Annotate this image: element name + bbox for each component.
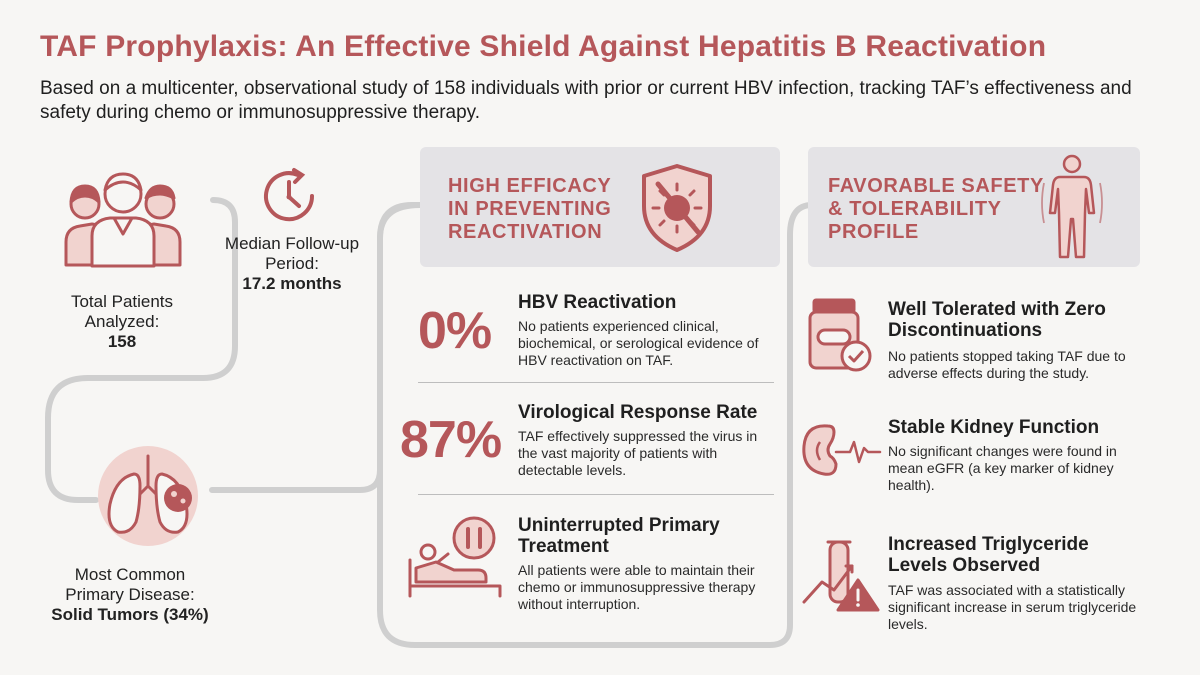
virological-response-heading: Virological Response Rate (518, 402, 758, 423)
well-tolerated-desc: No patients stopped taking TAF due to adverse effects during the study. (888, 348, 1126, 381)
total-patients-value: 158 (107, 332, 137, 351)
hbv-reactivation-percent: 0% (418, 302, 492, 360)
hbv-reactivation-desc: No patients experienced clinical, biochemical, or serological evidence of HBV reactivation on TAF. (518, 318, 759, 368)
efficacy-panel-header (420, 147, 780, 267)
uninterrupted-treatment-desc: All patients were able to maintain their chemo or immunosuppressive therapy without interruption. (518, 562, 756, 612)
infographic-title: TAF Prophylaxis: An Effective Shield Against Hepatitis B Reactivation (40, 30, 1047, 63)
human-body-icon (1040, 153, 1104, 261)
hbv-reactivation-heading: HBV Reactivation (518, 292, 677, 313)
followup-value: 17.2 months (242, 274, 342, 293)
virological-response-percent: 87% (400, 411, 502, 469)
followup-label: Median Follow-up Period: (224, 234, 360, 273)
safety-panel-header (808, 147, 1140, 267)
followup-stat (222, 234, 362, 294)
triglyceride-desc: TAF was associated with a statistically significant increase in serum triglyceride levels. (888, 582, 1137, 632)
primary-disease-stat (50, 565, 210, 625)
infographic-subtitle: Based on a multicenter, observational study of 158 individuals with prior or current HBV infection, tracking TAF’s effectiveness and safety during chemo or immunosuppressive therapy. (40, 78, 1132, 123)
divider (418, 494, 774, 495)
patients-group-icon (62, 160, 184, 270)
safety-header-title: FAVORABLE SAFETY & TOLERABILITY PROFILE (828, 175, 1044, 243)
triglyceride-warning-icon (800, 538, 882, 614)
lungs-tumor-icon (96, 446, 216, 548)
divider (418, 382, 774, 383)
patient-pause-icon (408, 516, 508, 600)
pill-bottle-check-icon (806, 296, 876, 376)
kidney-function-heading: Stable Kidney Function (888, 417, 1100, 438)
virus-shield-icon (638, 162, 716, 254)
kidney-function-desc: No significant changes were found in mean eGFR (a key marker of kidney health). (888, 443, 1117, 493)
total-patients-stat (40, 292, 204, 352)
kidney-pulse-icon (798, 420, 882, 480)
primary-disease-label: Most Common Primary Disease: (65, 565, 195, 604)
efficacy-header-title: HIGH EFFICACY IN PREVENTING REACTIVATION (448, 175, 612, 243)
well-tolerated-heading: Well Tolerated with Zero Discontinuations (888, 299, 1106, 341)
primary-disease-value: Solid Tumors (34%) (51, 605, 209, 624)
triglyceride-heading: Increased Triglyceride Levels Observed (888, 534, 1089, 576)
virological-response-desc: TAF effectively suppressed the virus in the vast majority of patients with detectable levels. (518, 428, 758, 478)
uninterrupted-treatment-heading: Uninterrupted Primary Treatment (518, 515, 720, 557)
clock-icon (258, 165, 320, 227)
total-patients-label: Total Patients Analyzed: (70, 292, 174, 331)
